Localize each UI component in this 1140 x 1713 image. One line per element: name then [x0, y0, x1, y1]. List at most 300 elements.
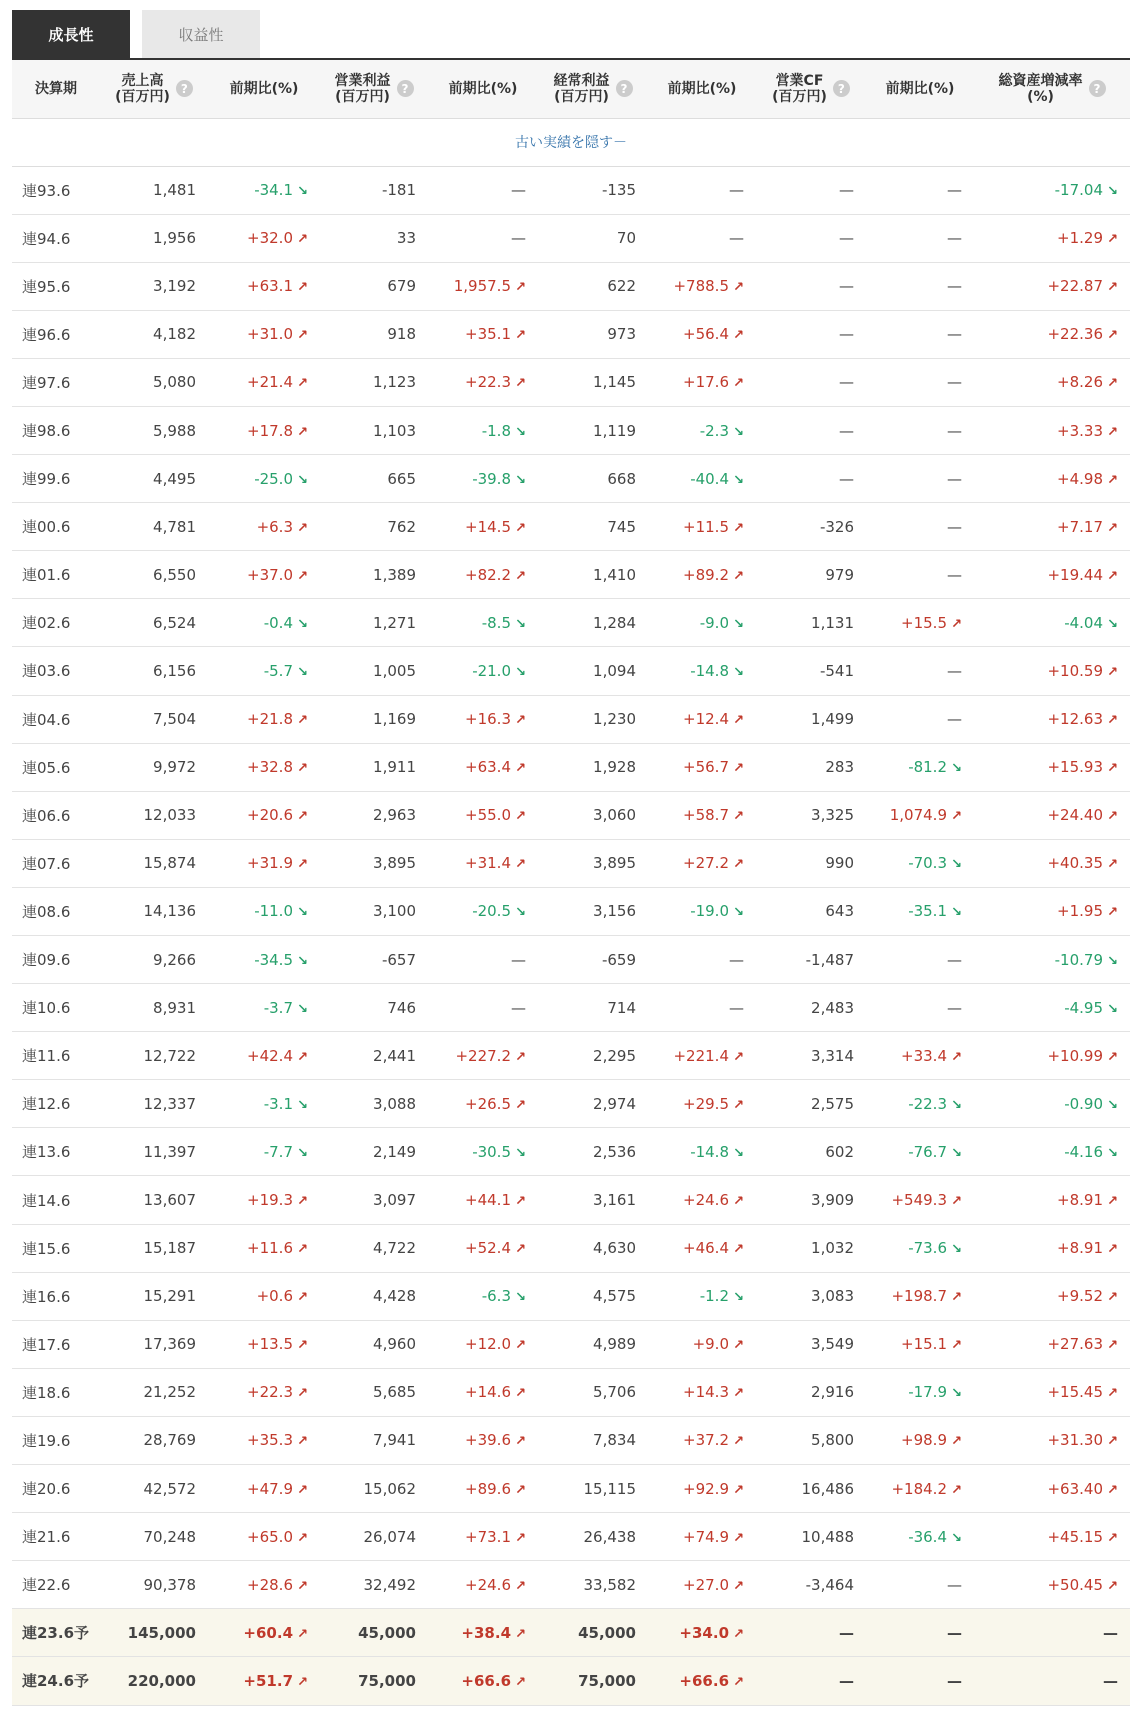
- change-value: +24.6: [683, 1191, 729, 1210]
- change-value: +10.59: [1047, 661, 1103, 680]
- value-cell: 45,000: [358, 1623, 416, 1642]
- period-cell: 連93.6: [22, 181, 71, 200]
- arrow-up-icon: ↗: [1107, 1482, 1118, 1498]
- change-cell: [208, 1272, 320, 1320]
- arrow-up-icon: ↗: [733, 1434, 744, 1450]
- arrow-up-icon: ↗: [1107, 664, 1118, 680]
- change-value: -0.90: [1064, 1094, 1103, 1113]
- change-value: +12.63: [1047, 710, 1103, 729]
- change-value: +89.6: [465, 1479, 511, 1498]
- value-cell: 668: [607, 469, 636, 488]
- arrow-up-icon: ↗: [951, 1194, 962, 1210]
- value-cell: 2,149: [373, 1142, 416, 1161]
- arrow-up-icon: ↗: [1107, 1194, 1118, 1210]
- change-value: +31.0: [247, 325, 293, 344]
- change-cell: [974, 1224, 1130, 1272]
- arrow-down-icon: ↘: [951, 1386, 962, 1402]
- period-cell: 連18.6: [22, 1383, 71, 1402]
- change-value: +46.4: [683, 1239, 729, 1258]
- value-cell: 3,909: [811, 1191, 854, 1210]
- help-icon[interactable]: ?: [397, 80, 414, 97]
- change-cell: [208, 1080, 320, 1128]
- change-cell: [428, 455, 538, 503]
- header-unit: (百万円): [554, 88, 609, 105]
- change-value: -25.0: [254, 469, 293, 488]
- arrow-up-icon: ↗: [733, 1674, 744, 1690]
- change-value: +74.9: [683, 1527, 729, 1546]
- arrow-down-icon: ↘: [515, 1290, 526, 1306]
- value-cell: 16,486: [801, 1479, 854, 1498]
- change-cell: [974, 1561, 1130, 1609]
- change-value: -4.16: [1064, 1142, 1103, 1161]
- value-cell: 15,187: [143, 1239, 196, 1258]
- arrow-up-icon: ↗: [297, 1049, 308, 1065]
- change-value: —: [1103, 1671, 1118, 1690]
- change-value: +14.5: [465, 517, 511, 536]
- change-cell: [866, 695, 974, 743]
- change-cell: [648, 406, 756, 454]
- change-value: +3.33: [1057, 421, 1103, 440]
- value-cell: 5,685: [373, 1383, 416, 1402]
- change-value: +82.2: [465, 565, 511, 584]
- change-value: +73.1: [465, 1527, 511, 1546]
- change-value: +9.0: [692, 1335, 729, 1354]
- value-cell: 3,060: [593, 806, 636, 825]
- change-value: —: [947, 181, 962, 200]
- arrow-down-icon: ↘: [297, 616, 308, 632]
- change-cell: [866, 1416, 974, 1464]
- arrow-up-icon: ↗: [951, 1482, 962, 1498]
- arrow-down-icon: ↘: [515, 905, 526, 921]
- change-value: +42.4: [247, 1046, 293, 1065]
- value-cell: —: [839, 325, 854, 344]
- change-value: +60.4: [243, 1623, 293, 1642]
- change-cell: [866, 1272, 974, 1320]
- change-value: +17.8: [247, 421, 293, 440]
- value-cell: 283: [825, 758, 854, 777]
- change-cell: [974, 1609, 1130, 1657]
- change-value: +37.2: [683, 1431, 729, 1450]
- hide-old-results-link[interactable]: 古い実績を隠す－: [515, 135, 627, 151]
- change-value: -1.2: [699, 1287, 729, 1306]
- arrow-up-icon: ↗: [733, 1097, 744, 1113]
- change-value: +24.40: [1047, 806, 1103, 825]
- value-cell: —: [839, 421, 854, 440]
- header-col-7: [756, 60, 866, 118]
- change-cell: [208, 1224, 320, 1272]
- arrow-up-icon: ↗: [515, 761, 526, 777]
- arrow-up-icon: ↗: [1107, 376, 1118, 392]
- arrow-up-icon: ↗: [297, 713, 308, 729]
- change-cell: [428, 695, 538, 743]
- change-value: -0.4: [263, 613, 293, 632]
- change-cell: [648, 1224, 756, 1272]
- value-cell: —: [839, 277, 854, 296]
- arrow-up-icon: ↗: [1107, 809, 1118, 825]
- change-cell: [428, 936, 538, 984]
- table-row: [12, 1513, 1130, 1561]
- change-cell: [208, 214, 320, 262]
- change-cell: [866, 455, 974, 503]
- change-value: +38.4: [461, 1623, 511, 1642]
- change-cell: [648, 599, 756, 647]
- arrow-up-icon: ↗: [1107, 1386, 1118, 1402]
- change-cell: [648, 791, 756, 839]
- period-cell: 連06.6: [22, 806, 71, 825]
- change-value: +11.6: [247, 1239, 293, 1258]
- arrow-up-icon: ↗: [515, 857, 526, 873]
- value-cell: 9,972: [153, 758, 196, 777]
- change-value: +788.5: [673, 277, 729, 296]
- change-cell: [866, 1513, 974, 1561]
- arrow-up-icon: ↗: [297, 857, 308, 873]
- arrow-down-icon: ↘: [1107, 1145, 1118, 1161]
- arrow-up-icon: ↗: [515, 1578, 526, 1594]
- change-cell: [648, 1465, 756, 1513]
- change-value: +221.4: [673, 1046, 729, 1065]
- value-cell: 15,874: [143, 854, 196, 873]
- change-cell: [648, 1609, 756, 1657]
- arrow-up-icon: ↗: [297, 809, 308, 825]
- change-cell: [208, 1416, 320, 1464]
- change-value: +1.95: [1057, 902, 1103, 921]
- value-cell: 4,630: [593, 1239, 636, 1258]
- change-cell: [866, 1080, 974, 1128]
- change-value: -19.0: [690, 902, 729, 921]
- change-cell: [428, 406, 538, 454]
- arrow-up-icon: ↗: [297, 1290, 308, 1306]
- arrow-up-icon: ↗: [951, 1049, 962, 1065]
- value-cell: 14,136: [143, 902, 196, 921]
- change-cell: [428, 1416, 538, 1464]
- arrow-up-icon: ↗: [515, 713, 526, 729]
- value-cell: 1,911: [373, 758, 416, 777]
- change-value: —: [947, 229, 962, 248]
- arrow-down-icon: ↘: [297, 905, 308, 921]
- change-value: +19.3: [247, 1191, 293, 1210]
- arrow-up-icon: ↗: [1107, 520, 1118, 536]
- change-cell: [648, 1176, 756, 1224]
- change-cell: [866, 1128, 974, 1176]
- value-cell: 1,094: [593, 661, 636, 680]
- change-value: +15.93: [1047, 758, 1103, 777]
- value-cell: 26,438: [583, 1527, 636, 1546]
- arrow-down-icon: ↘: [1107, 184, 1118, 200]
- change-cell: [648, 358, 756, 406]
- value-cell: 28,769: [143, 1431, 196, 1450]
- value-cell: 3,895: [373, 854, 416, 873]
- value-cell: 4,495: [153, 469, 196, 488]
- change-value: -3.7: [263, 998, 293, 1017]
- change-cell: [208, 1609, 320, 1657]
- change-value: +35.3: [247, 1431, 293, 1450]
- value-cell: 3,161: [593, 1191, 636, 1210]
- arrow-up-icon: ↗: [297, 1482, 308, 1498]
- value-cell: 12,337: [143, 1094, 196, 1113]
- change-cell: [428, 1080, 538, 1128]
- change-cell: [648, 1032, 756, 1080]
- table-row: [12, 1416, 1130, 1464]
- arrow-down-icon: ↘: [515, 472, 526, 488]
- change-value: -36.4: [908, 1527, 947, 1546]
- period-cell: 連15.6: [22, 1239, 71, 1258]
- period-cell: 連22.6: [22, 1576, 71, 1595]
- change-cell: [866, 406, 974, 454]
- change-cell: [428, 166, 538, 214]
- period-cell: 連01.6: [22, 566, 71, 585]
- value-cell: 17,369: [143, 1335, 196, 1354]
- value-cell: —: [839, 1671, 854, 1690]
- arrow-up-icon: ↗: [297, 232, 308, 248]
- change-value: -21.0: [472, 661, 511, 680]
- help-icon[interactable]: ?: [176, 80, 193, 97]
- header-col-5: [538, 60, 648, 118]
- change-cell: [648, 1080, 756, 1128]
- value-cell: 7,941: [373, 1431, 416, 1450]
- period-cell: 連21.6: [22, 1528, 71, 1547]
- header-unit: (百万円): [115, 88, 170, 105]
- value-cell: —: [839, 229, 854, 248]
- change-cell: [974, 1176, 1130, 1224]
- tab-profitability[interactable]: 収益性: [142, 10, 260, 58]
- change-value: +56.7: [683, 758, 729, 777]
- value-cell: 679: [387, 277, 416, 296]
- arrow-up-icon: ↗: [297, 1242, 308, 1258]
- value-cell: -326: [819, 517, 854, 536]
- arrow-up-icon: ↗: [1107, 424, 1118, 440]
- value-cell: 643: [825, 902, 854, 921]
- period-cell: 連13.6: [22, 1143, 71, 1162]
- arrow-down-icon: ↘: [1107, 616, 1118, 632]
- arrow-down-icon: ↘: [515, 664, 526, 680]
- change-cell: [208, 455, 320, 503]
- arrow-up-icon: ↗: [515, 1338, 526, 1354]
- value-cell: -659: [601, 950, 636, 969]
- value-cell: 714: [607, 998, 636, 1017]
- change-cell: [208, 310, 320, 358]
- arrow-down-icon: ↘: [951, 1097, 962, 1113]
- value-cell: 2,295: [593, 1046, 636, 1065]
- period-cell: 連09.6: [22, 951, 71, 970]
- arrow-up-icon: ↗: [1107, 1434, 1118, 1450]
- growth-table: [12, 60, 1130, 1706]
- change-value: +22.36: [1047, 325, 1103, 344]
- change-cell: [974, 406, 1130, 454]
- change-cell: [208, 1368, 320, 1416]
- arrow-up-icon: ↗: [733, 809, 744, 825]
- change-cell: [974, 1032, 1130, 1080]
- change-cell: [866, 310, 974, 358]
- change-value: +20.6: [247, 806, 293, 825]
- change-cell: [428, 214, 538, 262]
- value-cell: -181: [381, 181, 416, 200]
- value-cell: 3,156: [593, 902, 636, 921]
- arrow-up-icon: ↗: [733, 1194, 744, 1210]
- change-cell: [208, 887, 320, 935]
- change-cell: [866, 1561, 974, 1609]
- arrow-up-icon: ↗: [1107, 280, 1118, 296]
- change-cell: [866, 214, 974, 262]
- table-row: [12, 358, 1130, 406]
- arrow-down-icon: ↘: [733, 1145, 744, 1161]
- value-cell: 33,582: [583, 1575, 636, 1594]
- change-value: —: [947, 277, 962, 296]
- change-cell: [648, 1128, 756, 1176]
- value-cell: 2,441: [373, 1046, 416, 1065]
- change-cell: [208, 695, 320, 743]
- period-cell: 連16.6: [22, 1287, 71, 1306]
- value-cell: 3,083: [811, 1287, 854, 1306]
- change-cell: [208, 1032, 320, 1080]
- header-label: 前期比(%): [885, 80, 955, 97]
- change-value: —: [511, 229, 526, 248]
- change-value: -20.5: [472, 902, 511, 921]
- change-cell: [648, 1272, 756, 1320]
- change-value: +89.2: [683, 565, 729, 584]
- tab-growth[interactable]: 成長性: [12, 10, 130, 58]
- change-value: +35.1: [465, 325, 511, 344]
- change-value: +4.98: [1057, 469, 1103, 488]
- change-cell: [428, 1032, 538, 1080]
- header-unit: (%): [1027, 88, 1054, 105]
- change-cell: [866, 743, 974, 791]
- value-cell: 1,271: [373, 613, 416, 632]
- table-header: [12, 60, 1130, 118]
- table-row: [12, 936, 1130, 984]
- arrow-up-icon: ↗: [1107, 905, 1118, 921]
- change-cell: [866, 1176, 974, 1224]
- arrow-up-icon: ↗: [297, 1434, 308, 1450]
- value-cell: 1,956: [153, 229, 196, 248]
- header-label: 営業利益: [334, 72, 391, 89]
- arrow-up-icon: ↗: [1107, 761, 1118, 777]
- change-cell: [428, 1465, 538, 1513]
- change-value: +27.2: [683, 854, 729, 873]
- change-value: -35.1: [908, 902, 947, 921]
- value-cell: 1,169: [373, 710, 416, 729]
- value-cell: 15,062: [363, 1479, 416, 1498]
- table-row: [12, 887, 1130, 935]
- period-cell: 連20.6: [22, 1480, 71, 1499]
- value-cell: 5,988: [153, 421, 196, 440]
- change-cell: [208, 599, 320, 647]
- change-value: +51.7: [243, 1671, 293, 1690]
- header-label: 総資産増減率: [998, 72, 1083, 89]
- change-value: —: [511, 950, 526, 969]
- change-value: -14.8: [690, 661, 729, 680]
- change-cell: [428, 1128, 538, 1176]
- change-value: —: [947, 517, 962, 536]
- arrow-up-icon: ↗: [1107, 1338, 1118, 1354]
- change-cell: [428, 358, 538, 406]
- arrow-down-icon: ↘: [515, 424, 526, 440]
- arrow-up-icon: ↗: [733, 1242, 744, 1258]
- value-cell: -1,487: [805, 950, 854, 969]
- change-cell: [974, 599, 1130, 647]
- change-value: +47.9: [247, 1479, 293, 1498]
- value-cell: 220,000: [127, 1671, 196, 1690]
- help-icon[interactable]: ?: [616, 80, 633, 97]
- change-cell: [866, 1368, 974, 1416]
- change-value: +1.29: [1057, 229, 1103, 248]
- arrow-down-icon: ↘: [1107, 953, 1118, 969]
- change-cell: [208, 358, 320, 406]
- arrow-up-icon: ↗: [515, 280, 526, 296]
- change-cell: [428, 743, 538, 791]
- table-row: [12, 1609, 1130, 1657]
- change-value: -17.9: [908, 1383, 947, 1402]
- change-value: +66.6: [461, 1671, 511, 1690]
- table-row: [12, 1465, 1130, 1513]
- change-cell: [866, 984, 974, 1032]
- change-value: +15.45: [1047, 1383, 1103, 1402]
- change-cell: [428, 503, 538, 551]
- arrow-down-icon: ↘: [733, 905, 744, 921]
- arrow-up-icon: ↗: [1107, 1290, 1118, 1306]
- change-cell: [648, 214, 756, 262]
- change-value: —: [947, 1623, 962, 1642]
- change-value: +31.9: [247, 854, 293, 873]
- change-value: -1.8: [481, 421, 511, 440]
- change-cell: [866, 599, 974, 647]
- table-row: [12, 1080, 1130, 1128]
- change-value: —: [947, 373, 962, 392]
- change-value: +21.8: [247, 710, 293, 729]
- change-value: -4.95: [1064, 998, 1103, 1017]
- period-cell: 連12.6: [22, 1095, 71, 1114]
- arrow-up-icon: ↗: [515, 1434, 526, 1450]
- change-cell: [428, 262, 538, 310]
- change-cell: [208, 1513, 320, 1561]
- change-value: -17.04: [1054, 181, 1103, 200]
- change-cell: [866, 358, 974, 406]
- value-cell: 10,488: [801, 1527, 854, 1546]
- arrow-up-icon: ↗: [1107, 1530, 1118, 1546]
- value-cell: 4,989: [593, 1335, 636, 1354]
- table-row: [12, 1368, 1130, 1416]
- change-cell: [974, 647, 1130, 695]
- value-cell: -541: [819, 661, 854, 680]
- change-cell: [648, 310, 756, 358]
- help-icon[interactable]: ?: [1089, 80, 1106, 97]
- change-value: +44.1: [465, 1191, 511, 1210]
- change-value: +55.0: [465, 806, 511, 825]
- change-cell: [648, 1513, 756, 1561]
- change-value: +549.3: [891, 1191, 947, 1210]
- change-cell: [648, 551, 756, 599]
- change-value: -22.3: [908, 1094, 947, 1113]
- arrow-up-icon: ↗: [297, 1386, 308, 1402]
- change-cell: [208, 984, 320, 1032]
- arrow-down-icon: ↘: [951, 1242, 962, 1258]
- period-cell: 連23.6予: [22, 1624, 90, 1643]
- help-icon[interactable]: ?: [833, 80, 850, 97]
- value-cell: 9,266: [153, 950, 196, 969]
- change-value: -5.7: [263, 661, 293, 680]
- change-value: +63.40: [1047, 1479, 1103, 1498]
- arrow-up-icon: ↗: [951, 1434, 962, 1450]
- arrow-down-icon: ↘: [515, 616, 526, 632]
- value-cell: 4,722: [373, 1239, 416, 1258]
- arrow-down-icon: ↘: [297, 184, 308, 200]
- change-cell: [866, 1032, 974, 1080]
- value-cell: 90,378: [143, 1575, 196, 1594]
- period-cell: 連96.6: [22, 325, 71, 344]
- value-cell: 70: [616, 229, 636, 248]
- arrow-up-icon: ↗: [1107, 232, 1118, 248]
- change-cell: [866, 647, 974, 695]
- change-cell: [648, 839, 756, 887]
